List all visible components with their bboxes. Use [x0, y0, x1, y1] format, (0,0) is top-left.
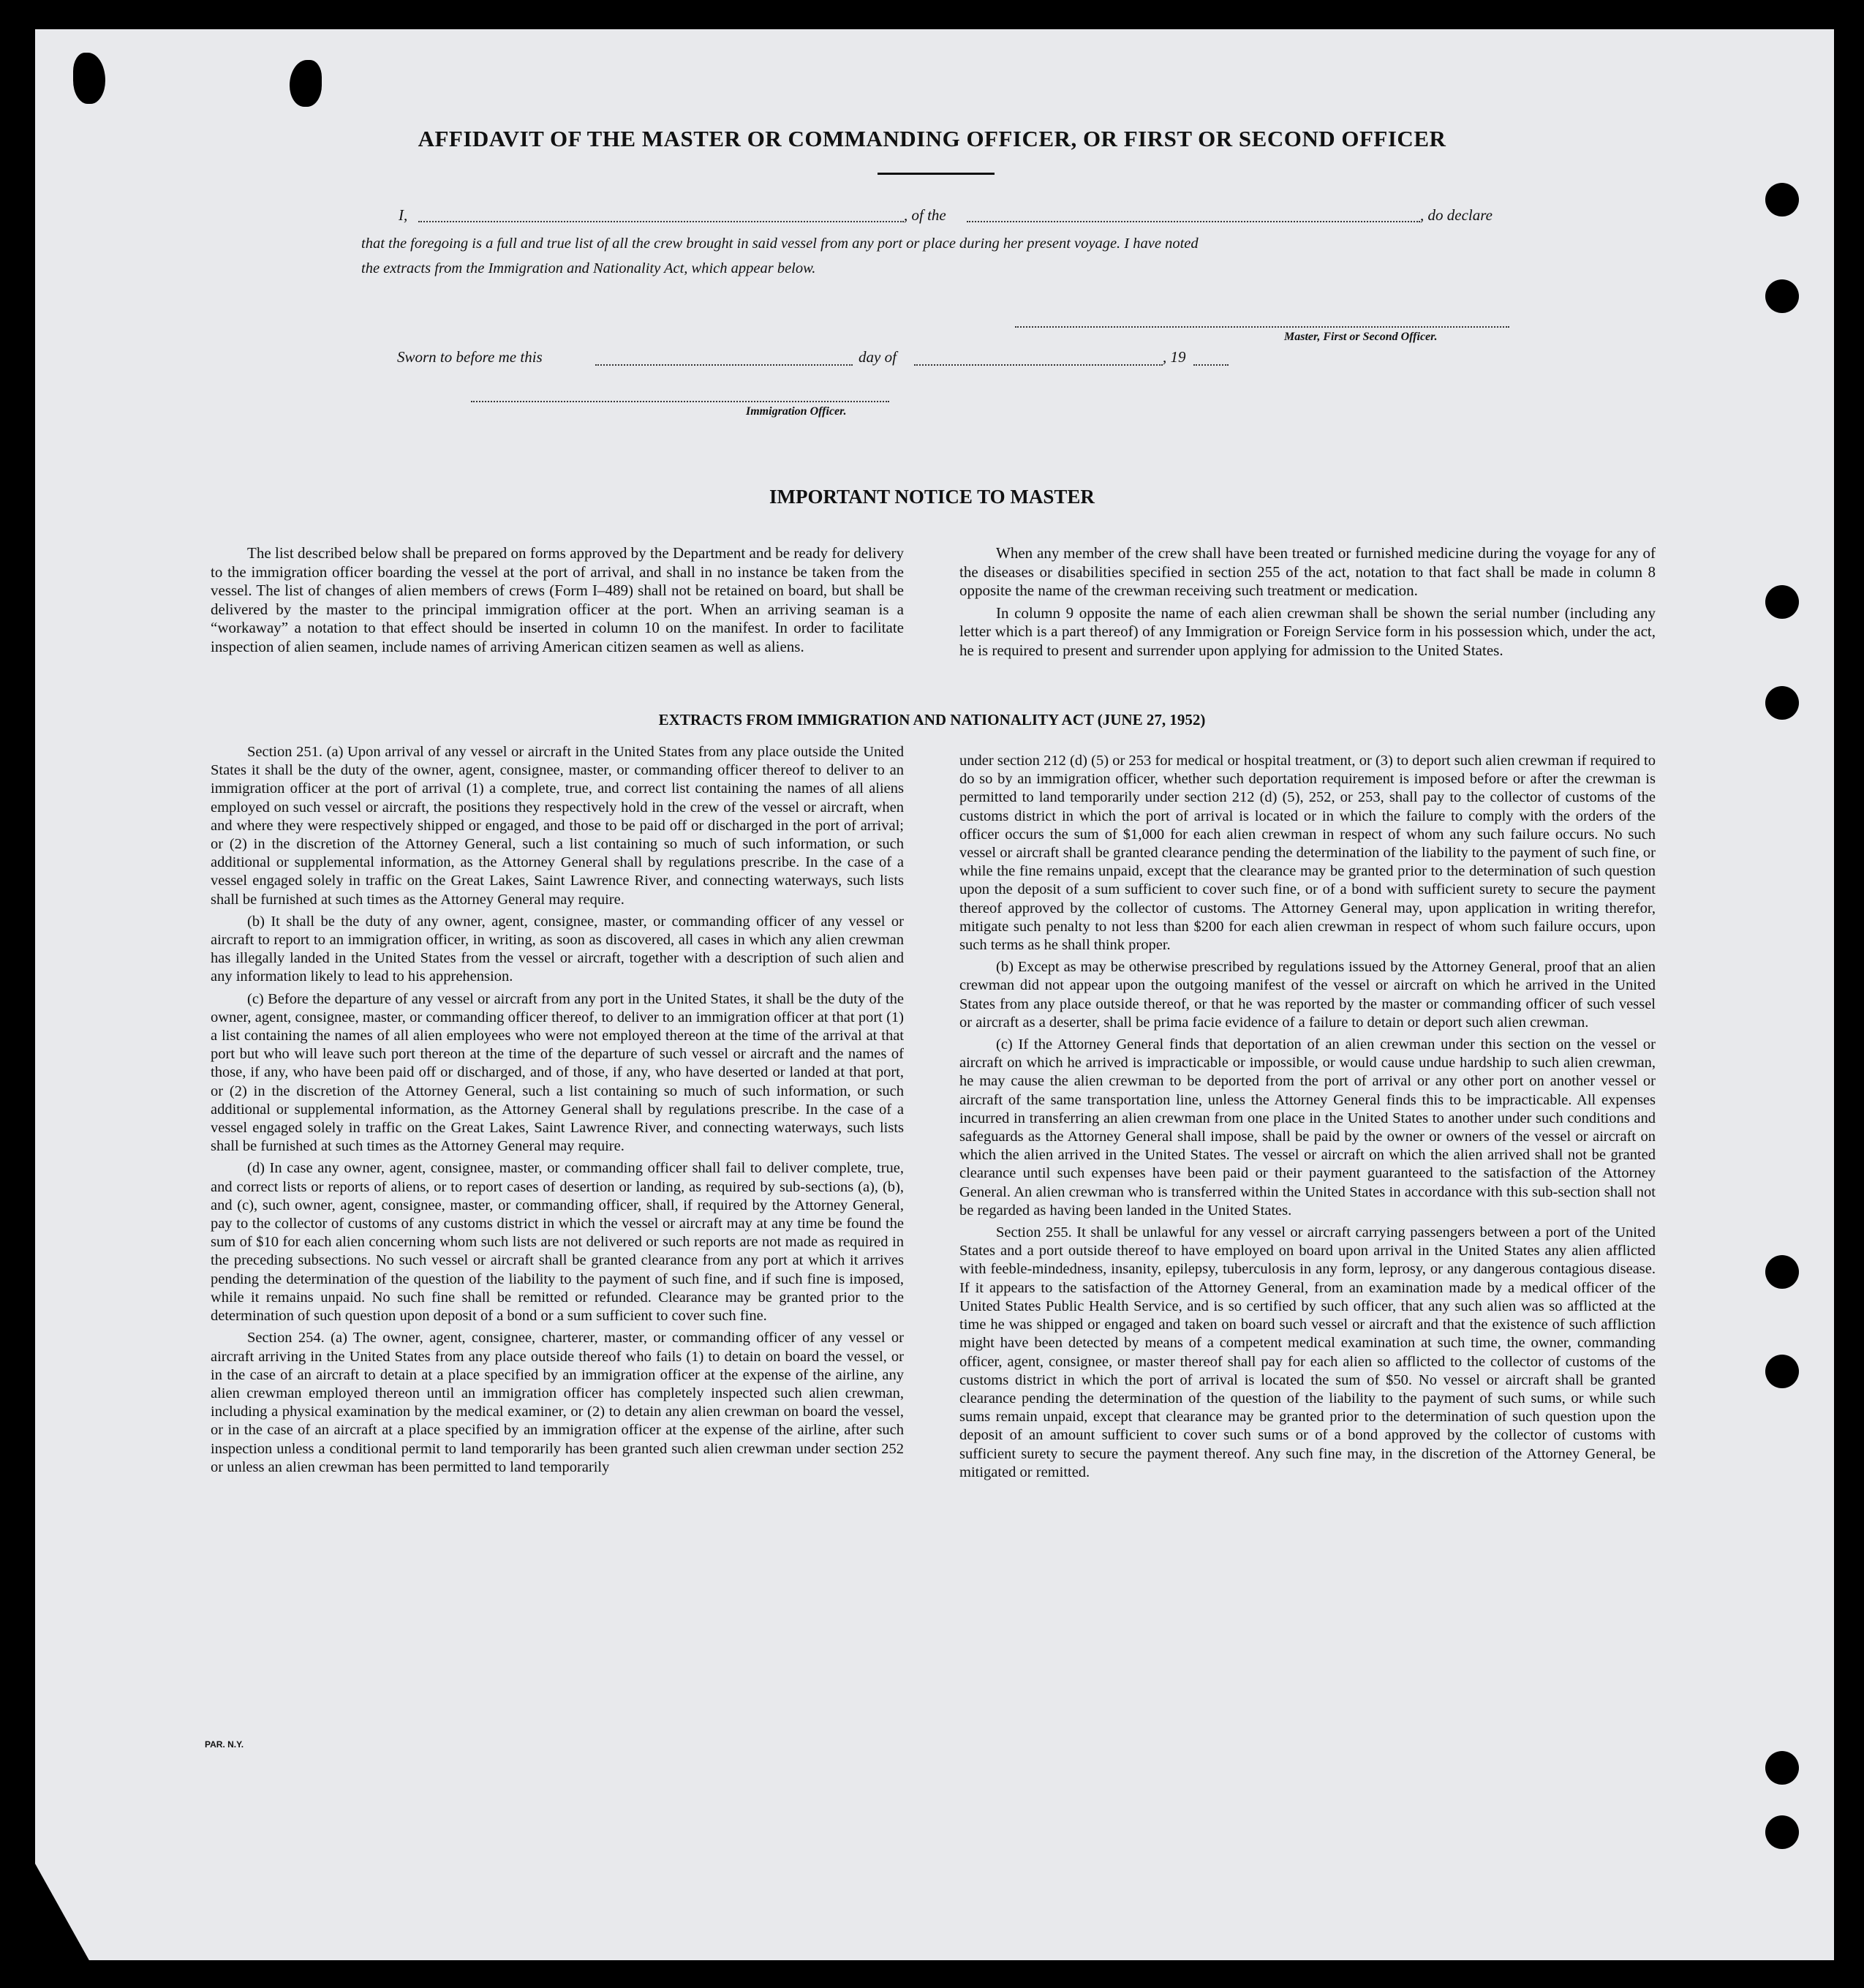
day-of-label: day of	[859, 348, 897, 366]
year-label: , 19	[1163, 348, 1186, 366]
affidavit-title: AFFIDAVIT OF THE MASTER OR COMMANDING OFFICER, OR FIRST OR SECOND OFFICER	[418, 126, 1446, 151]
sworn-month-blank[interactable]	[914, 364, 1163, 366]
notice-title: IMPORTANT NOTICE TO MASTER	[769, 486, 1095, 508]
sworn-year-blank[interactable]	[1193, 364, 1229, 366]
affidavit-statement-line: that the foregoing is a full and true list of all the crew brought in said vessel from any port or place during her present voyage. I have noted	[361, 236, 1199, 252]
master-signature-line[interactable]	[1015, 326, 1509, 328]
printer-mark: PAR. N.Y.	[205, 1739, 244, 1750]
binder-hole	[1765, 585, 1799, 619]
notice-right-column	[959, 544, 1656, 664]
name-blank-line[interactable]	[418, 221, 904, 222]
extract-paragraph: under section 212 (d) (5) or 253 for medical or hospital treatment, or (3) to deport such alien crewman if required to do so by an immigration officer, whether such deportation requirement is imposed before or after the crewman is permitted to land temporarily under section 212 (d) (5), 252, or 253, shall pay to the collector of customs of the customs district in which the port of arrival is located or in which the failure to comply with the orders of the officer occurs the sum of $1,000 for each alien crewman in respect of whom any such failure occurs. No such vessel or aircraft shall be granted clearance pending the determination of the liability to the payment of such fine, or while the fine remains unpaid, except that the clearance may be granted prior to the determination of such question upon the deposit of a sum sufficient to cover such fine, or of a bond with sufficient surety to secure the payment thereof approved by the collector of customs. The Attorney General may, upon application in writing therefor, mitigate such penalty to not less than $200 for each alien crewman in respect of whom such failure occurs, upon such terms as he shall think proper.	[959, 753, 1656, 954]
affidavit-do-declare-label: , do declare	[1420, 206, 1493, 224]
extract-paragraph: (b) It shall be the duty of any owner, agent, consignee, master, or commanding officer of any vessel or aircraft to report to an immigration officer, in writing, as soon as discovered, all cases in which any alien crewman has illegally landed in the United States from the vessel or aircraft, together with a description of such alien and any information likely to lead to his apprehension.	[211, 913, 904, 985]
vessel-blank-line[interactable]	[967, 221, 1420, 222]
sworn-label: Sworn to before me this	[397, 348, 543, 366]
affidavit-statement-line: the extracts from the Immigration and Nationality Act, which appear below.	[361, 260, 816, 276]
binder-hole	[1765, 1751, 1799, 1785]
notice-left-column	[211, 544, 904, 660]
extract-paragraph: (c) If the Attorney General finds that deportation of an alien crewman under this section on the vessel or aircraft on which he arrived is impracticable or impossible, or would cause undue hardship to such alien crewman, he may cause the alien crewman to be deported from the port of arrival or any other port on another vessel or aircraft of the same transportation line, unless the Attorney General finds this to be impracticable. All expenses incurred in transferring an alien crewman from one place in the United States to another under such conditions and safeguards as the Attorney General shall impose, shall be paid by the owner or owners of the vessel or aircraft on which the alien arrived in the United States. The vessel or aircraft on which the alien arrived shall not be granted clearance until such expenses have been paid or their payment guaranteed to the satisfaction of the Attorney General. An alien crewman who is transferred within the United States in accordance with this sub-section shall not be regarded as having been landed in the United States.	[959, 1036, 1656, 1219]
officer-signature-label: Immigration Officer.	[746, 405, 847, 418]
binder-hole	[1765, 1355, 1799, 1388]
extract-paragraph: Section 254. (a) The owner, agent, consignee, charterer, master, or commanding officer of any vessel or aircraft arriving in the United States from any place outside thereof who fails (1) to detain on board the vessel, or in the case of an aircraft to detain at a place specified by an immigration officer at the expense of the airline, any alien crewman employed thereon until an immigration officer has completely inspected such alien crewman, including a physical examination by the medical examiner, or (2) to detain any alien crewman on board the vessel, or in the case of an aircraft at a place specified by an immigration officer at the expense of the airline, after such inspection unless a conditional permit to land temporarily has been granted such alien crewman under section 252 or unless an alien crewman has been permitted to land temporarily	[211, 1330, 904, 1475]
notice-paragraph: When any member of the crew shall have been treated or furnished medicine during the voyage for any of the diseases or disabilities specified in section 255 of the act, notation to that fact shall be made in column 8 opposite the name of the crewman receiving such treatment or medication.	[959, 544, 1656, 600]
affidavit-of-the-label: , of the	[904, 206, 946, 224]
extract-paragraph: (b) Except as may be otherwise prescribed by regulations issued by the Attorney General, proof that an alien crewman did not appear upon the outgoing manifest of the vessel or aircraft on which he arrived in the United States from any place outside thereof, or that he was reported by the master or commanding officer of such vessel or aircraft as a deserter, shall be prima facie evidence of a failure to detain or deport such alien crewman.	[959, 959, 1656, 1031]
binder-hole	[1765, 1255, 1799, 1289]
title-divider	[878, 173, 995, 175]
extract-paragraph: Section 251. (a) Upon arrival of any vessel or aircraft in the United States from any place outside the United States it shall be the duty of the owner, agent, consignee, master, or commanding officer thereof to deliver to an immigration officer at the port of arrival (1) a complete, true, and correct list containing the names of all aliens employed on such vessel or aircraft, the positions they respectively hold in the crew of the vessel or aircraft, when and where they were respectively shipped or engaged, and those to be paid off or discharged in the port of arrival; or (2) in the discretion of the Attorney General, such a list containing so much of such information, or such additional or supplemental information, as the Attorney General shall by regulations prescribe. In the case of a vessel engaged solely in traffic on the Great Lakes, Saint Lawrence River, and connecting waterways, such lists shall be furnished at such times as the Attorney General may require.	[211, 744, 904, 908]
corner-blot	[290, 60, 322, 107]
notice-paragraph: The list described below shall be prepared on forms approved by the Department and be ready for delivery to the immigration officer boarding the vessel at the port of arrival, and shall in no instance be taken from the vessel. The list of changes of alien members of crews (Form I–489) shall not be retained on board, but shall be delivered by the master to the principal immigration officer at the port. When an arriving seaman is a “workaway” a notation to that effect should be inserted in column 10 on the manifest. In order to facilitate inspection of alien seamen, include names of arriving American citizen seamen as well as aliens.	[211, 544, 904, 655]
extract-paragraph: Section 255. It shall be unlawful for any vessel or aircraft carrying passengers between a port of the United States and a port outside thereof to have employed on board upon arrival in the United States any alien afflicted with feeble-mindedness, insanity, epilepsy, tuberculosis in any form, leprosy, or any dangerous contagious disease. If it appears to the satisfaction of the Attorney General, from an examination made by a medical officer of the United States Public Health Service, and is so certified by such officer, that any such alien was so afflicted at the time he was shipped or engaged and taken on board such vessel or aircraft and that the existence of such affliction might have been detected by means of a competent medical examination at such time, the owner, commanding officer, agent, consignee, or master thereof shall pay for each alien so afflicted to the collector of customs of the customs district in which the port of arrival is located the sum of $50. No vessel or aircraft shall be granted clearance pending the determination of the question of the liability to the payment of such sums, or while such sums remain unpaid, except that clearance may be granted prior to the determination of such question upon the deposit of an amount sufficient to cover such sums or of a bond approved by the collector of customs with sufficient surety to secure the payment thereof. Any such fine may, in the discretion of the Attorney General, be mitigated or remitted.	[959, 1224, 1656, 1480]
binder-hole	[1765, 279, 1799, 313]
binder-hole	[1765, 1815, 1799, 1849]
extracts-left-column	[211, 743, 904, 1480]
extract-paragraph: (d) In case any owner, agent, consignee, master, or commanding officer shall fail to deliver complete, true, and correct lists or reports of aliens, or to report cases of desertion or landing, as required by sub-sections (a), (b), and (c), such owner, agent, consignee, master, or commanding officer, shall, if required by the Attorney General, pay to the collector of customs of any customs district in which the vessel or aircraft may at any time be found the sum of $10 for each alien concerning whom such lists are not delivered or such reports are not made as required in the preceding subsections. No such vessel or aircraft shall be granted clearance from any port at which it arrives pending the determination of the question of the liability to the payment of such fine, and if such fine is imposed, while it remains unpaid. No such fine shall be remitted or refunded. Clearance may be granted prior to the determination of such question upon deposit of a bond or a sum sufficient to cover such fine.	[211, 1160, 904, 1325]
extract-paragraph: (c) Before the departure of any vessel or aircraft from any port in the United States, it shall be the duty of the owner, agent, consignee, master, or commanding officer thereof, to deliver to an immigration officer at that port (1) a list containing the names of all alien employees who were not employed thereon at the time of the arrival at that port but who will leave such port thereon at the time of the departure of such vessel or aircraft and the names of those, if any, who have been paid off or discharged, and of those, if any, who have deserted or landed at that port, or (2) in the discretion of the Attorney General, such a list containing so much of such information, or such additional or supplemental information, as the Attorney General shall by regulations prescribe. In the case of a vessel engaged solely in traffic on the Great Lakes, Saint Lawrence River, and connecting waterways, such lists shall be furnished at such times as the Attorney General may require.	[211, 990, 904, 1155]
extracts-title: EXTRACTS FROM IMMIGRATION AND NATIONALITY ACT (JUNE 27, 1952)	[658, 711, 1206, 728]
sworn-day-blank[interactable]	[595, 364, 853, 366]
extracts-right-column	[959, 752, 1656, 1486]
binder-hole	[1765, 183, 1799, 217]
master-signature-label: Master, First or Second Officer.	[1284, 331, 1438, 343]
affidavit-i-label: I,	[399, 206, 408, 224]
notice-paragraph: In column 9 opposite the name of each alien crewman shall be shown the serial number (including any letter which is a part thereof) of any Immigration or Foreign Service form in his possession which, under the act, he is required to present and surrender upon applying for admission to the United States.	[959, 603, 1656, 659]
officer-signature-line[interactable]	[471, 401, 889, 402]
